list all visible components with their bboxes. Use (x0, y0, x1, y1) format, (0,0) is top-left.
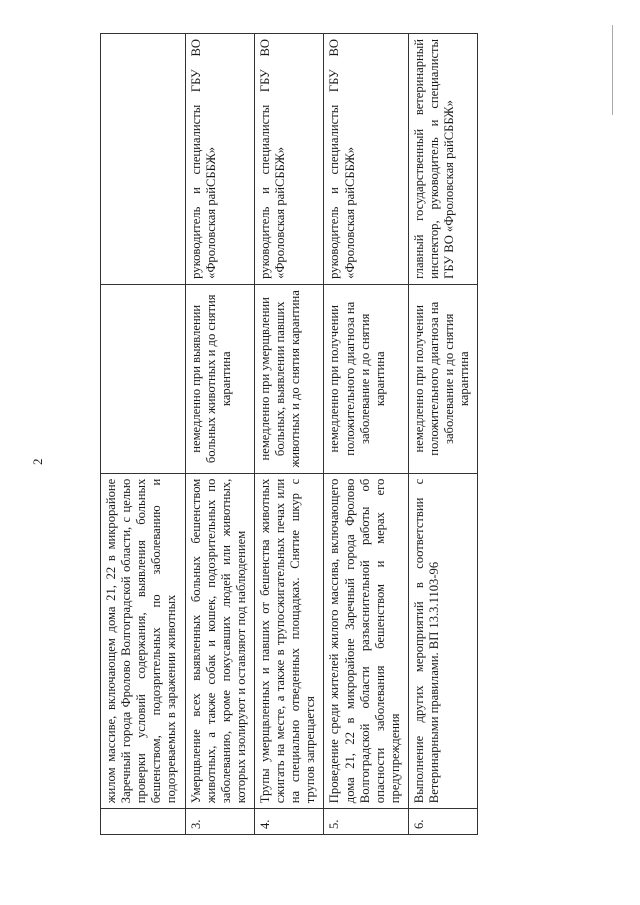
row-responsible: руководитель и специалисты ГБУ ВО «Фроловская райСББЖ» (185, 34, 254, 285)
row-term: немедленно при получении положительного диагноза на заболевание и до снятия карантина (408, 284, 477, 473)
scan-edge-mark (612, 25, 613, 115)
table-row (185, 34, 254, 835)
row-responsible: руководитель и специалисты ГБУ ВО «Фроловская райСББЖ» (324, 34, 409, 285)
row-number: 3. (185, 809, 254, 835)
row-responsible: руководитель и специалисты ГБУ ВО «Фроловская райСББЖ» (254, 34, 323, 285)
table-row (254, 34, 323, 835)
table-row (408, 34, 477, 835)
row-number: 5. (324, 809, 409, 835)
row-term (101, 284, 186, 473)
row-action: Умерщвление всех выявленных больных бешенством животных, а также собак и кошек, подозрительных по заболеванию, кроме покусавших людей или животных, которых изолируют и оставляют под наблюдением (185, 473, 254, 808)
table-row (101, 34, 186, 835)
row-number: 6. (408, 809, 477, 835)
page-number: 2 (30, 458, 45, 465)
row-responsible (101, 34, 186, 285)
table-row (324, 34, 409, 835)
row-action: Трупы умерщвленных и павших от бешенства животных сжигать на месте, а также в трупосжигательных печах или на специально отведенных площадках. Снятие шкур с трупов запрещается (254, 473, 323, 808)
row-action: Проведение среди жителей жилого массива, включающего дома 21, 22 в микрорайоне Заречный города Фролово Волгоградской области разъяснительной работы об опасности заболевания бешенством и мерах его предупреждения (324, 473, 409, 808)
row-term: немедленно при умерщвлении больных, выявлении павших животных и до снятия карантина (254, 284, 323, 473)
row-number (101, 809, 186, 835)
row-number: 4. (254, 809, 323, 835)
row-term: немедленно при получении положительного диагноза на заболевание и до снятия карантина (324, 284, 409, 473)
row-action: Выполнение других мероприятий в соответствии с Ветеринарными правилами. ВП 13.3.1103-96 (408, 473, 477, 808)
measures-table (100, 33, 478, 835)
row-responsible: главный государственный ветеринарный инспектор, руководитель и специалисты ГБУ ВО «Фроловская райСББЖ» (408, 34, 477, 285)
row-term: немедленно при выявлении больных животных и до снятия карантина (185, 284, 254, 473)
row-action: жилом массиве, включающем дома 21, 22 в микрорайоне Заречный города Фролово Волгоградской области, с целью проверки условий содержания, выявления больных бешенством, подозрительных по заболеванию и подозреваемых в заражении животных (101, 473, 186, 808)
